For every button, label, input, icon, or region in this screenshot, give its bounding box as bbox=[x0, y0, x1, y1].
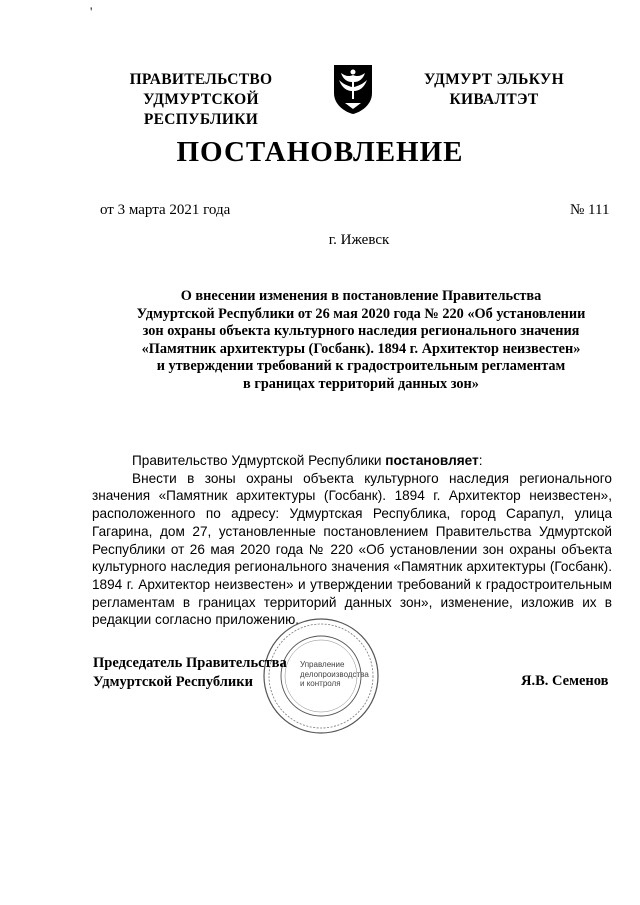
body-intro-colon: : bbox=[478, 453, 483, 468]
signatory-position-line2: Удмуртской Республики bbox=[93, 674, 253, 690]
document-date: от 3 марта 2021 года bbox=[100, 202, 231, 218]
subject-line: в границах территорий данных зон» bbox=[243, 375, 479, 392]
subject-line: О внесении изменения в постановление Правительства bbox=[180, 288, 542, 304]
stamp-line: Управление bbox=[300, 660, 345, 669]
document-body bbox=[92, 452, 612, 629]
subject-line: Удмуртской Республики от 26 мая 2020 года № 220 «Об установлении bbox=[136, 305, 586, 322]
document-city: г. Ижевск bbox=[328, 232, 390, 248]
signatory-name: Я.В. Семенов bbox=[521, 673, 609, 689]
body-paragraph: Внести в зоны охраны объекта культурного наследия регионального значения «Памятник архитектуры (Госбанк). 1894 г. Архитектор неизвестен», расположенного по адресу: Удмуртская Республика, город Сарапул, улица Гагарина, дом 27, установленные постановлением Правительства Удмуртской Республики от 26 мая 2020 года № 220 «Об установлении зон охраны объекта культурного наследия регионального значения «Памятник архитектуры (Госбанк). 1894 г. Архитектор неизвестен» и утверждении требований к градостроительным регламентам в границах территорий данных зон», изменение, изложив их в редакции согласно приложению. bbox=[92, 470, 612, 628]
header-right bbox=[415, 70, 573, 110]
header-right-line2: КИВАЛТЭТ bbox=[449, 91, 539, 108]
header-left-line1: ПРАВИТЕЛЬСТВО bbox=[129, 71, 273, 88]
stamp-line: и контроля bbox=[300, 679, 341, 688]
body-intro-bold: постановляет bbox=[385, 453, 479, 468]
document-number: № 111 bbox=[570, 202, 610, 218]
document-title: ПОСТАНОВЛЕНИЕ bbox=[176, 136, 464, 168]
header-left-line2: УДМУРТСКОЙ РЕСПУБЛИКИ bbox=[143, 91, 259, 128]
body-intro-text: Правительство Удмуртской Республики bbox=[132, 453, 386, 468]
signatory-position bbox=[93, 654, 287, 692]
subject-line: и утверждении требований к градостроительным регламентам bbox=[156, 358, 566, 375]
subject-line: зон охраны объекта культурного наследия регионального значения bbox=[142, 323, 580, 340]
corner-mark: ' bbox=[90, 4, 93, 19]
document-subject bbox=[100, 288, 622, 394]
subject-line: «Памятник архитектуры (Госбанк). 1894 г. Архитектор неизвестен» bbox=[141, 340, 581, 357]
signatory-position-line1: Председатель Правительства bbox=[93, 655, 287, 671]
udmurtia-coat-of-arms-icon bbox=[331, 63, 375, 115]
stamp-line: делопроизводства bbox=[300, 669, 369, 679]
body-intro bbox=[92, 452, 612, 470]
stamp-text bbox=[300, 660, 369, 689]
header-left bbox=[85, 70, 317, 130]
header-right-line1: УДМУРТ ЭЛЬКУН bbox=[424, 71, 564, 88]
